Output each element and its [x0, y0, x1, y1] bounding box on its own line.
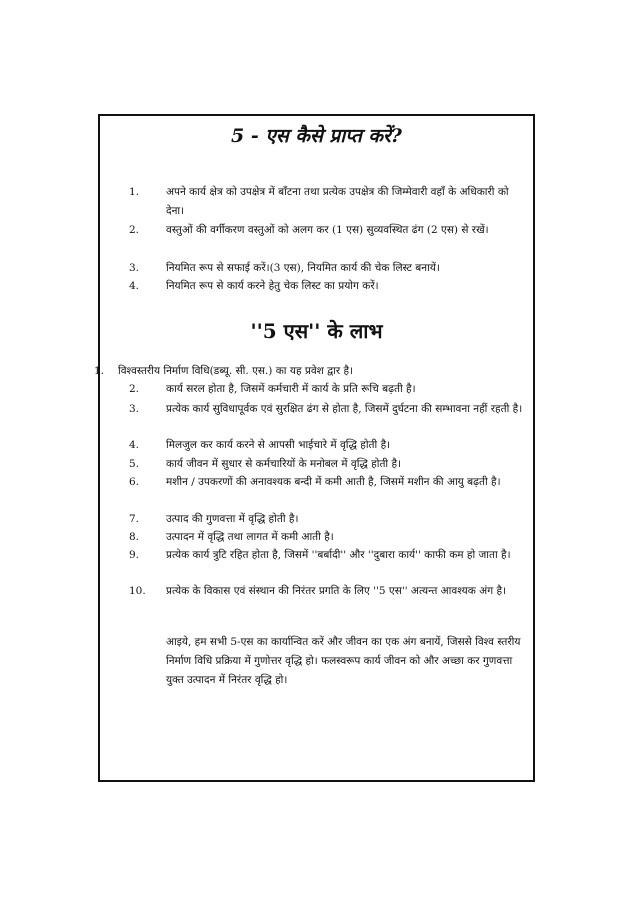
item-number: 1. [94, 365, 105, 377]
item-number: 4. [129, 439, 140, 451]
section-title-how-to-achieve: 5 - एस कैसे प्राप्त करें? [231, 125, 402, 147]
item-number: 5. [129, 458, 140, 470]
item-number: 2. [129, 383, 140, 395]
item-text: उत्पादन में वृद्धि तथा लागत में कमी आती है। [166, 531, 334, 543]
item-number: 3. [129, 403, 140, 415]
item-text: कार्य जीवन में सुधार से कर्मचारियों के मनोबल में वृद्धि होती है। [166, 458, 402, 470]
item-number: 3. [129, 262, 140, 274]
item-text: अपने कार्य क्षेत्र को उपक्षेत्र में बाँटना तथा प्रत्येक उपक्षेत्र की जिम्मेवारी वहाँ के अधिकारी को देना। [166, 186, 509, 217]
item-text: प्रत्येक कार्य सुविधापूर्वक एवं सुरक्षित ढंग से होता है, जिसमें दुर्घटना की सम्भावना नहीं रहती है। [166, 403, 523, 415]
item-text: मिलजुल कर कार्य करने से आपसी भाईचारे में वृद्धि होती है। [166, 439, 391, 451]
item-text: विश्वस्तरीय निर्माण विधि(डब्यू. सी. एस.) का यह प्रवेश द्वार है। [118, 365, 354, 377]
item-text: नियमित रूप से कार्य करने हेतु चेक लिस्ट का प्रयोग करें। [166, 280, 379, 292]
item-text: कार्य सरल होता है, जिसमें कर्मचारी में कार्य के प्रति रूचि बढ़ती है। [166, 383, 416, 395]
item-number: 8. [129, 531, 140, 543]
section-title-benefits: ''5 एस'' के लाभ [250, 319, 383, 343]
item-number: 10. [129, 585, 146, 597]
item-text: मशीन / उपकरणों की अनावश्यक बन्दी में कमी आती है, जिसमें मशीन की आयु बढ़ती है। [166, 476, 501, 488]
item-number: 9. [129, 549, 140, 561]
closing-paragraph: आइये, हम सभी 5-एस का कार्यान्वित करें और जीवन का एक अंग बनायें, जिससे विश्व स्तरीय निर्माण विधि प्रक्रिया में गुणोत्तर वृद्धि हो। फलस्वरूप कार्य जीवन को और अच्छा कर गुणवत्ता युक्त उत्पादन में निरंतर वृद्धि हो। [166, 636, 521, 686]
item-text: उत्पाद की गुणवत्ता में वृद्धि होती है। [166, 513, 299, 525]
item-number: 7. [129, 513, 140, 525]
item-number: 6. [129, 476, 140, 488]
item-number: 4. [129, 280, 140, 292]
item-text: नियमित रूप से सफाई करें।(3 एस), नियमित कार्य की चेक लिस्ट बनायें। [166, 262, 440, 274]
item-text: वस्तुओं की वर्गीकरण वस्तुओं को अलग कर (1 एस) सुव्यवस्थित ढंग (2 एस) से रखें। [166, 224, 489, 236]
item-text: प्रत्येक के विकास एवं संस्थान की निरंतर प्रगति के लिए ''5 एस'' अत्यन्त आवश्यक अंग है। [166, 585, 506, 597]
item-number: 1. [129, 186, 140, 198]
item-number: 2. [129, 224, 140, 236]
item-text: प्रत्येक कार्य त्रुटि रहित होता है, जिसमें ''बर्बादी'' और ''दुबारा कार्य'' काफी कम हो जाता है। [166, 549, 511, 561]
